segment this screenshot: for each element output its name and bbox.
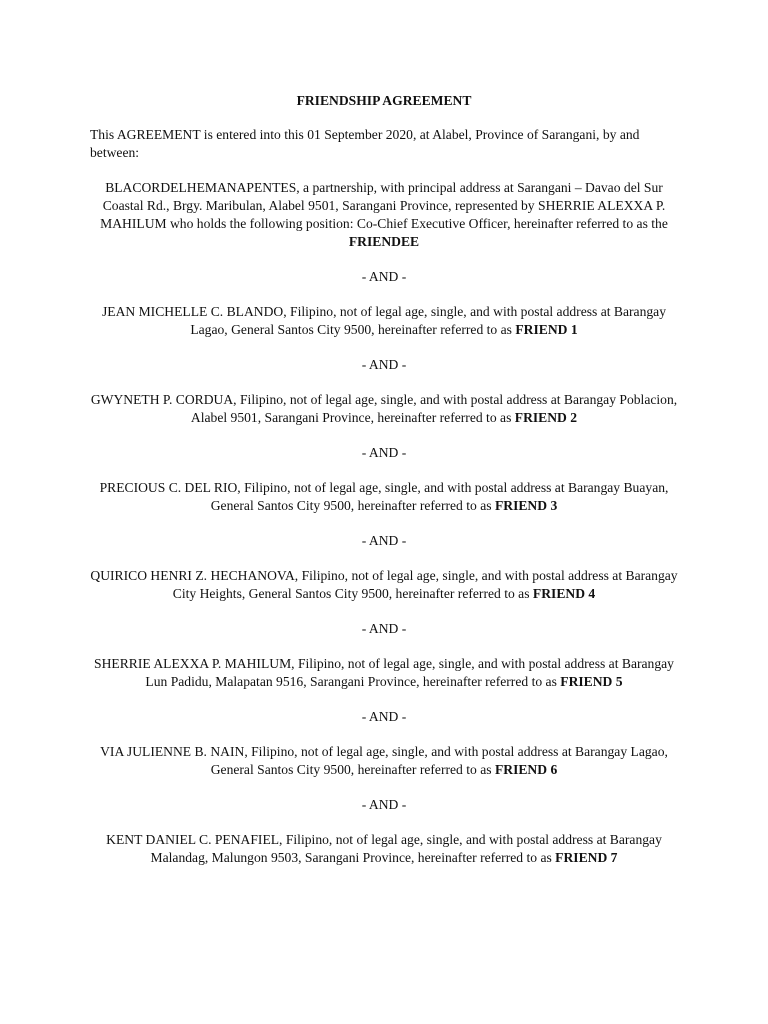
party-role: FRIEND 4 [532, 586, 596, 601]
party-text: JEAN MICHELLE C. BLANDO, Filipino, not of legal age, single, and with postal address at Barangay Lagao, General Santos City 9500, hereinafter referred to as [101, 304, 667, 337]
and-separator: - AND - [361, 445, 407, 460]
party-text: QUIRICO HENRI Z. HECHANOVA, Filipino, not of legal age, single, and with postal address at Barangay City Heights, General Santos City 9500, hereinafter referred to as [90, 568, 678, 601]
and-separator: - AND - [361, 797, 407, 812]
party-paragraph-friend-5 [90, 655, 678, 691]
intro-paragraph: This AGREEMENT is entered into this 01 September 2020, at Alabel, Province of Sarangani, by and between: [90, 127, 640, 160]
party-text: VIA JULIENNE B. NAIN, Filipino, not of legal age, single, and with postal address at Barangay Lagao, General Santos City 9500, hereinafter referred to as [100, 744, 668, 777]
party-paragraph-friend-4 [90, 567, 678, 603]
party-text: BLACORDELHEMANAPENTES, a partnership, with principal address at Sarangani – Davao del Sur Coastal Rd., Brgy. Maribulan, Alabel 9501, Sarangani Province, represented by SHERRIE ALEXXA P. MAHILUM who holds the following position: Co-Chief Executive Officer, hereinafter referred to as the [100, 180, 668, 231]
and-separator: - AND - [361, 269, 407, 284]
party-text: GWYNETH P. CORDUA, Filipino, not of legal age, single, and with postal address at Barangay Poblacion, Alabel 9501, Sarangani Province, hereinafter referred to as [90, 392, 678, 425]
party-text: KENT DANIEL C. PENAFIEL, Filipino, not of legal age, single, and with postal address at Barangay Malandag, Malungon 9503, Sarangani Province, hereinafter referred to as [106, 832, 662, 865]
party-role: FRIEND 2 [514, 410, 578, 425]
and-separator: - AND - [361, 533, 407, 548]
party-role: FRIEND 6 [494, 762, 558, 777]
party-paragraph-friend-3 [90, 479, 678, 515]
party-paragraph-friend-6 [90, 743, 678, 779]
party-role: FRIEND 5 [560, 674, 623, 689]
party-role: FRIEND 7 [555, 850, 618, 865]
party-paragraph-friend-7 [90, 831, 678, 867]
party-text: PRECIOUS C. DEL RIO, Filipino, not of legal age, single, and with postal address at Barangay Buayan, General Santos City 9500, hereinafter referred to as [99, 480, 669, 513]
party-paragraph-friend-1 [90, 303, 678, 339]
party-text: SHERRIE ALEXXA P. MAHILUM, Filipino, not of legal age, single, and with postal address at Barangay Lun Padidu, Malapatan 9516, Sarangani Province, hereinafter referred to as [94, 656, 674, 689]
party-role: FRIEND 3 [494, 498, 558, 513]
document-title: FRIENDSHIP AGREEMENT [296, 93, 472, 108]
and-separator: - AND - [361, 709, 407, 724]
party-role: FRIENDEE [348, 234, 420, 249]
and-separator: - AND - [361, 357, 407, 372]
party-paragraph-friendee [90, 179, 678, 251]
document-page [90, 92, 678, 884]
party-role: FRIEND 1 [515, 322, 578, 337]
and-separator: - AND - [361, 621, 407, 636]
party-paragraph-friend-2 [90, 391, 678, 427]
